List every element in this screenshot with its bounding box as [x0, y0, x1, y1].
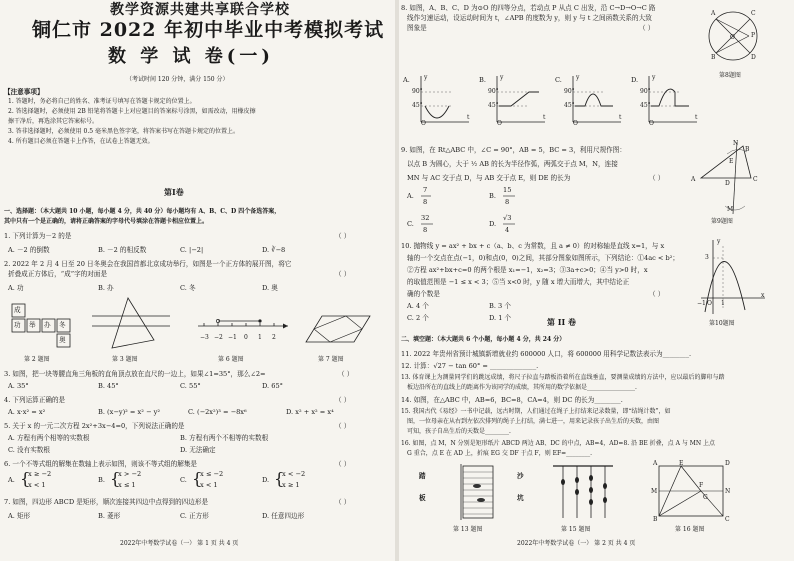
answer-paren: （ ）: [338, 370, 354, 378]
option-letter: B.: [98, 476, 105, 484]
question-stem: 16. 如图，点 M，N 分别是矩形纸片 ABCD 两边 AB、DC 的中点，AB=4，AD=8. 沿 BE 折叠，点 A 与 MN 上点: [401, 440, 716, 447]
page-footer: 2022年中考数学试卷（一） 第 2 页 共 4 页: [517, 540, 636, 547]
point-label: A: [691, 176, 696, 183]
question-stem: 13. 体育课上为测量同学们的跳远成绩，将尺子拉直与踏板沿着所在直线垂直，要测量成绩的方法中，应以最后的脚印与踏: [401, 374, 725, 381]
option: C. |−2|: [180, 246, 204, 254]
note-item: 1. 答题时，务必将自己的姓名、准考证号填写在答题卡规定的位置上。: [8, 98, 196, 105]
fraction-numerator: 7: [423, 186, 428, 194]
school-title: 教学资源共建共享联合学校: [110, 2, 290, 18]
point-label: D: [725, 180, 730, 187]
option: B. 45°: [98, 382, 119, 390]
question-stem: 折叠成正方体后，“成”字的对面是: [8, 270, 108, 278]
figure-caption: 第10题图: [709, 320, 735, 327]
question-stem: 的取值范围是 −1 ≤ x < 3；⑤当 x<0 时，y 随 x 增大而增大，其中结论正: [407, 278, 630, 286]
axis-value: 1: [721, 300, 725, 307]
note-item: 4. 所有题目必须在答题卡上作答，在试卷上答题无效。: [8, 138, 154, 145]
point-label: N: [733, 140, 739, 147]
axis-angle: 45°: [412, 102, 423, 109]
brace-icon: {: [20, 469, 31, 488]
question-stem: 6. 一个不等式组的解集在数轴上表示如图，则该不等式组的解集是: [4, 460, 198, 468]
axis-label: t: [467, 114, 470, 121]
option: D. 奥: [262, 284, 278, 292]
option: x < −2: [282, 470, 306, 478]
section-title: 第Ⅰ卷: [164, 187, 184, 197]
question-stem: 线作匀速运动，设运动时间为 t，∠APB 的度数为 y，则 y 与 t 之间函数关系的大致: [407, 14, 652, 22]
fraction-denominator: 8: [505, 198, 510, 206]
answer-paren: （ ）: [335, 232, 351, 240]
option: A. 方程有两个相等的实数根: [8, 434, 90, 442]
answer-paren: （ ）: [649, 290, 665, 298]
answer-paren: （ ）: [639, 24, 655, 32]
option: C. 55°: [180, 382, 201, 390]
option: D. 任意四边形: [262, 512, 305, 520]
point-label: A: [653, 460, 658, 467]
answer-paren: （ ）: [335, 460, 351, 468]
axis-origin: O: [497, 120, 502, 127]
point-label: C: [753, 176, 758, 183]
point-label: D: [751, 54, 756, 61]
question-stem: 轴的一个交点在点(−1，0)和点(0，0)之间，其部分图象如图所示，下列结论：①4ac < b²；: [407, 254, 679, 262]
option-letter: D.: [631, 76, 639, 84]
question-stem: 8. 如图，A、B、C、D 为⊙O 的四等分点，若动点 P 从点 C 出发，沿 C→D→O→C 路: [401, 4, 656, 12]
axis-value: 3: [705, 254, 709, 261]
fraction-denominator: 8: [423, 226, 428, 234]
long-jump-figure: [439, 462, 515, 522]
option: D. 无法确定: [180, 446, 216, 454]
option: D. 65°: [262, 382, 283, 390]
option: A. 矩形: [8, 512, 31, 520]
point-label: N: [725, 488, 731, 495]
cube-face: 办: [44, 321, 51, 329]
option: B. (x−y)² = x² − y²: [98, 408, 160, 416]
point-label: E: [679, 460, 684, 467]
option: A. －2 的倒数: [8, 246, 50, 254]
point-label: C: [751, 10, 756, 17]
axis-origin: O: [707, 300, 712, 307]
answer-paren: （ ）: [649, 174, 665, 182]
option-letter: C.: [407, 220, 414, 228]
axis-label: y: [424, 74, 428, 81]
option-b-graph: [489, 74, 547, 126]
option: C. (−2x²)³ = −8x⁶: [188, 408, 247, 416]
figure-caption: 第9题图: [711, 218, 733, 225]
axis-value: −1: [697, 300, 706, 307]
option: D. ∛−8: [262, 246, 286, 254]
question-stem: ②方程 ax²+bx+c=0 的两个根是 x₁=−1，x₂=3；③3a+c>0；④当 y>0 时，x: [407, 266, 648, 274]
axis-angle: 45°: [488, 102, 499, 109]
section-intro: 其中只有一个是正确的，请将正确答案的字母代号填涂在答题卡相应位置上。: [4, 218, 209, 225]
option: B. 3 个: [489, 302, 511, 310]
option: C. 2 个: [407, 314, 429, 322]
option: C. 没有实数根: [8, 446, 50, 454]
exam-page-left: [0, 0, 395, 561]
axis-origin: O: [649, 120, 654, 127]
rectangle-midpoint-figure: [304, 312, 374, 346]
axis-label: y: [717, 238, 721, 245]
note-item: 3. 答非选择题时，必须使用 0.5 毫米黑色签字笔，将答案书写在答题卡规定的位置上。: [8, 128, 239, 135]
axis-origin: O: [573, 120, 578, 127]
question-stem: 12. 计算：√27 − tan 60° = ______________.: [401, 362, 539, 370]
question-stem: 以点 B 为圆心，大于 ½ AB 的长为半径作弧，两弧交于点 M，N，连接: [407, 160, 618, 168]
section-title: 第 II 卷: [547, 317, 577, 327]
point-label: E: [729, 158, 734, 165]
brace-icon: {: [192, 469, 203, 488]
option: x ≥ 1: [282, 481, 300, 489]
option: A. 35°: [8, 382, 29, 390]
option-letter: C.: [555, 76, 562, 84]
fraction-denominator: 4: [505, 226, 510, 234]
option: C. 正方形: [180, 512, 209, 520]
option-letter: D.: [489, 220, 497, 228]
option: x ≤ −2: [200, 470, 224, 478]
knot-rope-figure: [551, 462, 615, 522]
question-stem: 11. 2022 年贵州省预计城镇新增就业约 600000 人口，将 600000 用科学记数法表示为________.: [401, 350, 692, 358]
question-stem: MN 与 AC 交于点 D，与 AB 交于点 E，则 DE 的长为: [407, 174, 571, 182]
option: B. 菱形: [98, 512, 121, 520]
axis-angle: 45°: [640, 102, 651, 109]
point-label: F: [699, 482, 704, 489]
question-stem: 10. 抛物线 y = ax² + bx + c（a、b、c 为常数，且 a ≠ 0）的对称轴是直线 x=1，与 x: [401, 242, 665, 250]
figure-caption: 第 7 题图: [318, 356, 344, 363]
option-letter: A.: [407, 192, 414, 200]
question-stem: 板边沿所在的直线上的距离作为该同学的成绩，其所用的数学依据是________________.: [407, 384, 637, 391]
axis-label: x: [761, 292, 765, 299]
point-label: A: [711, 10, 716, 17]
option-a-graph: [413, 74, 471, 126]
tick-label: −2: [214, 334, 223, 341]
figure-caption: 第 13 题图: [453, 526, 483, 533]
figure-caption: 第 16 题图: [675, 526, 705, 533]
answer-paren: （ ）: [335, 396, 351, 404]
point-label: P: [751, 32, 756, 39]
fraction-numerator: 32: [421, 214, 430, 222]
axis-label: y: [500, 74, 504, 81]
option: B. 办: [98, 284, 114, 292]
question-stem: 图，一位母亲在从右到左依次排列的绳子上打结，满七进一，用来记录孩子出生后的天数，由图: [407, 418, 660, 425]
note-item: 擦干净后，再选涂其它答案标号。: [8, 118, 99, 125]
board-label: 板: [419, 494, 426, 502]
axis-label: y: [576, 74, 580, 81]
option-letter: A.: [8, 476, 15, 484]
brace-icon: {: [110, 469, 121, 488]
point-label: B: [653, 516, 658, 523]
tick-label: 1: [258, 334, 262, 341]
point-label: D: [725, 460, 730, 467]
axis-angle: 90°: [412, 88, 423, 95]
point-label: G: [703, 494, 708, 501]
option-d-graph: [641, 74, 699, 126]
point-label: B: [711, 54, 716, 61]
question-stem: 7. 如图，四边形 ABCD 是矩形，顺次连接其四边中点得到的四边形是: [4, 498, 209, 506]
number-line-figure: [196, 318, 292, 334]
answer-paren: （ ）: [335, 270, 351, 278]
sandpit-label: 沙: [517, 472, 524, 480]
point-label: B: [745, 146, 750, 153]
sandpit-label: 坑: [517, 494, 524, 502]
axis-angle: 90°: [640, 88, 651, 95]
figure-caption: 第 3 题图: [112, 356, 138, 363]
fraction-denominator: 8: [423, 198, 428, 206]
option-letter: B.: [489, 192, 496, 200]
cube-face: 成: [14, 306, 21, 314]
exam-title: 铜仁市 2022 年初中毕业中考模拟考试: [32, 19, 385, 41]
option: x < 1: [200, 481, 218, 489]
note-item: 2. 答选择题时，必须使用 2B 铅笔将答题卡上对应题目的答案标号涂黑，如需改动，用橡皮擦: [8, 108, 256, 115]
option: x > −2: [118, 470, 142, 478]
question-stem: 5. 关于 x 的一元二次方程 2x²+3x−4=0，下列说法正确的是: [4, 422, 185, 430]
point-label: O: [730, 34, 735, 41]
option: B. －2 的相反数: [98, 246, 147, 254]
option: D. x² + x² = x⁴: [286, 408, 334, 416]
question-stem: 9. 如图，在 Rt△ABC 中，∠C = 90°，AB = 5，BC = 3，利用尺规作图：: [401, 146, 626, 154]
option: x ≥ −2: [28, 470, 52, 478]
question-stem: 3. 如图，把一块等腰直角三角板的直角顶点放在直尺的一边上，如果∠1=35°，那么∠2=: [4, 370, 266, 378]
question-stem: 15. 我国古代《易经》一书中记载，远古时期，人们通过在绳子上打结来记录数量，即“结绳计数”，如: [401, 408, 671, 415]
board-label: 踏: [419, 472, 426, 480]
option-c-graph: [565, 74, 623, 126]
cube-face: 奥: [59, 336, 66, 344]
question-stem: 确的个数是: [407, 290, 440, 298]
option: A. x·x² = x²: [8, 408, 46, 416]
question-stem: 图象是: [407, 24, 427, 32]
figure-caption: 第 15 题图: [561, 526, 591, 533]
exam-page-right: [399, 0, 794, 561]
section-intro: 二、填空题：（本大题共 6 个小题，每小题 4 分，共 24 分）: [401, 336, 566, 343]
option: C. 冬: [180, 284, 196, 292]
page-footer: 2022年中考数学试卷（一） 第 1 页 共 4 页: [120, 540, 239, 547]
triangle-ruler-figure: [92, 296, 172, 352]
question-stem: 14. 如图，在△ABC 中，AB=6，BC=8，CA=4，则 DC 的长为________.: [401, 396, 623, 404]
option: B. 方程有两个不相等的实数根: [180, 434, 269, 442]
tick-label: −3: [200, 334, 209, 341]
figure-caption: 第 2 题图: [24, 356, 50, 363]
folded-rectangle-figure: [651, 462, 731, 522]
axis-origin: O: [421, 120, 426, 127]
section-intro: 一、选择题：（本大题共 10 小题，每小题 4 分，共 40 分）每小题均有 A、B、C、D 四个备选答案，: [4, 208, 281, 215]
axis-angle: 45°: [564, 102, 575, 109]
axis-angle: 90°: [488, 88, 499, 95]
fraction-numerator: 15: [503, 186, 512, 194]
question-stem: 4. 下列运算正确的是: [4, 396, 66, 404]
option: D. 1 个: [489, 314, 512, 322]
figure-caption: 第8题图: [719, 72, 741, 79]
point-label: C: [725, 516, 730, 523]
point-label: M: [651, 488, 658, 495]
fraction-numerator: √3: [503, 214, 512, 222]
question-stem: G 重合，点 E 在 AD 上，折痕 EG 交 DF 于点 F，则 EF=________.: [407, 450, 593, 457]
axis-label: y: [652, 74, 656, 81]
cube-face: 冬: [59, 321, 66, 329]
option: A. 4 个: [407, 302, 429, 310]
answer-paren: （ ）: [335, 422, 351, 430]
axis-label: t: [619, 114, 622, 121]
axis-label: t: [543, 114, 546, 121]
cube-face: 功: [14, 321, 21, 329]
option: x < 1: [28, 481, 46, 489]
question-stem: 1. 下列计算为－2 的是: [4, 232, 72, 240]
notes-title: 【注意事项】: [4, 88, 44, 96]
option-letter: C.: [180, 476, 187, 484]
question-stem: 2. 2022 年 2 月 4 日至 20 日冬奥会在我国首都北京成功举行，如图是一个正方体的展开图，将它: [4, 260, 292, 268]
option-letter: A.: [403, 76, 410, 84]
cube-face: 举: [29, 321, 36, 329]
option: x ≤ 1: [118, 481, 136, 489]
figure-caption: 第 6 题图: [218, 356, 244, 363]
point-label: M: [727, 206, 734, 213]
axis-angle: 90°: [564, 88, 575, 95]
tick-label: 0: [244, 334, 248, 341]
exam-subtitle: 数 学 试 卷(一): [108, 46, 274, 67]
tick-label: −1: [228, 334, 237, 341]
tick-label: 2: [272, 334, 276, 341]
brace-icon: {: [274, 469, 285, 488]
answer-paren: （ ）: [335, 498, 351, 506]
question-stem: 可知，孩子自出生后的天数是________.: [407, 428, 511, 435]
exam-info: （考试时间 120 分钟，满分 150 分）: [126, 76, 229, 83]
option: A. 功: [8, 284, 24, 292]
option-letter: B.: [479, 76, 486, 84]
axis-label: t: [695, 114, 698, 121]
fraction-bars: [421, 194, 521, 228]
option-letter: D.: [262, 476, 270, 484]
